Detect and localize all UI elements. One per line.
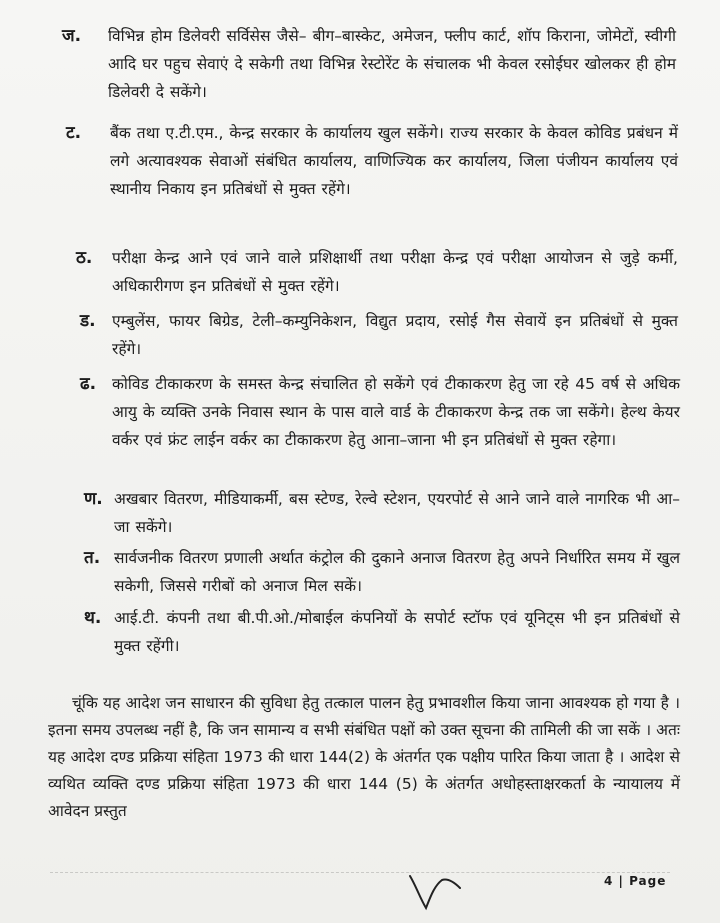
item-text: एम्बुलेंस, फायर बिग्रेड, टेली–कम्युनिकेशन, विद्युत प्रदाय, रसोई गैस सेवायें इन प्रतिबंधों से मुक्त रहेंगे। (112, 312, 678, 358)
item-text: बैंक तथा ए.टी.एम., केन्द्र सरकार के कार्यालय खुल सकेंगे। राज्य सरकार के केवल कोविड प्रबंधन में लगे अत्यावश्यक सेवाओं संबंधित कार्यालय, वाणिज्यिक कर कार्यालय, जिला पंजीयन कार्यालय एवं स्थानीय निकाय इन प्रतिबंधों से मुक्त रहेंगे। (110, 124, 678, 198)
item-marker: ण. (84, 489, 103, 509)
item-marker: ज. (62, 26, 82, 46)
item-text: कोविड टीकाकरण के समस्त केन्द्र संचालित हो सकेंगे एवं टीकाकरण हेतु जा रहे 45 वर्ष से अधिक आयु के व्यक्ति उनके निवास स्थान के पास वाले वार्ड के टीकाकरण केन्द्र तक जा सकेंगे। हेल्थ केयर वर्कर एवं फ्रंट लाईन वर्कर का टीकाकरण हेतु आना–जाना भी इन प्रतिबंधों से मुक्त रहेगा। (112, 375, 680, 449)
item-text: अखबार वितरण, मीडियाकर्मी, बस स्टेण्ड, रेल्वे स्टेशन, एयरपोर्ट से आने जाने वाले नागरिक भी आ–जा सकेंगे। (114, 490, 680, 536)
item-marker: थ. (84, 608, 102, 628)
item-text: सार्वजनीक वितरण प्रणाली अर्थात कंट्रोल की दुकाने अनाज वितरण हेतु अपने निर्धारित समय में खुल सकेगी, जिससे गरीबों को अनाज मिल सकें। (114, 549, 680, 595)
footer-divider (50, 872, 670, 873)
page-number: 4 | Page (604, 874, 667, 888)
item-text: परीक्षा केन्द्र आने एवं जाने वाले प्रशिक्षार्थी तथा परीक्षा केन्द्र एवं परीक्षा आयोजन से जुड़े कर्मी, अधिकारीगण इन प्रतिबंधों से मुक्त रहेंगे। (112, 249, 678, 295)
item-text: आई.टी. कंपनी तथा बी.पी.ओ./मोबाईल कंपनियों के सपोर्ट स्टॉफ एवं यूनिट्स भी इन प्रतिबंधों से मुक्त रहेंगी। (114, 609, 680, 655)
item-text: विभिन्न होम डिलेवरी सर्विसेस जैसे– बीग–बास्केट, अमेजन, फ्लीप कार्ट, शॉप किराना, जोमेटों, स्वीगी आदि घर पहुच सेवाएं दे सकेगी तथा विभिन्न रेस्टोरेंट के संचालक भी केवल रसोईघर खोलकर ही होम डिलेवरी दे सकेंगे। (108, 27, 676, 101)
item-marker: ट. (66, 123, 82, 143)
signature-mark (402, 868, 468, 912)
closing-paragraph: चूंकि यह आदेश जन साधारन की सुविधा हेतु तत्काल पालन हेतु प्रभावशील किया जाना आवश्यक हो गया है । इतना समय उपलब्ध नहीं है, कि जन सामान्य व सभी संबंधित पक्षों को उक्त सूचना की तामिली की जा सकें । अतः यह आदेश दण्ड प्रक्रिया संहिता 1973 की धारा 144(2) के अंतर्गत एक पक्षीय पारित किया जाता है । आदेश से व्यथित व्यक्ति दण्ड प्रक्रिया संहिता 1973 की धारा 144 (5) के अंतर्गत अधोहस्ताक्षरकर्ता के न्यायालय में आवेदन प्रस्तुत (48, 694, 680, 820)
item-marker: ठ. (76, 248, 93, 268)
item-marker: ढ. (80, 374, 97, 394)
item-marker: ड. (80, 311, 96, 331)
item-marker: त. (84, 548, 101, 568)
